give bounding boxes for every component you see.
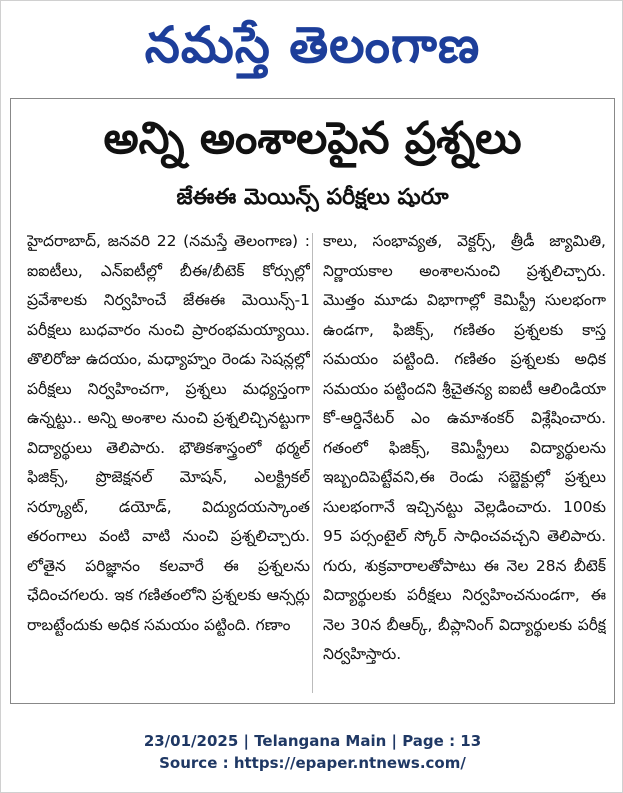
edition-info: 23/01/2025 | Telangana Main | Page : 13 — [143, 732, 482, 750]
column-divider — [312, 233, 313, 693]
article-column-right: కాలు, సంభావ్యత, వెక్టర్స్, త్రీడీ జ్యామితి, నిర్ణాయకాల అంశాలనుంచి ప్రశ్నలిచ్చారు. మొత్తం మూడు విభాగాల్లో కెమిస్ట్రీ సులభంగా ఉండగా, ఫిజిక్స్, గణితం ప్రశ్నలకు కాస్త సమయం పట్టింది. గణితం ప్రశ్నలకు అధిక సమయం పట్టిందని శ్రీచైతన్య ఐఐటీ ఆలిండియా కో-ఆర్డినేటర్ ఎం ఉమాశంకర్ విశ్లేషించారు. గతంలో ఫిజిక్స్, కెమిస్ట్రీలు విద్యార్థులను ఇబ్బందిపెట్టేవని,ఈ రెండు సబ్జెక్టుల్లో ప్రశ్నలు సులభంగానే ఇచ్చినట్టు వెల్లడించారు. 100కు 95 పర్సంటైల్ స్కోర్ సాధించవచ్చని తెలిపారు. గురు, శుక్రవారాలతోపాటు ఈ నెల 28న బీటెక్ విద్యార్థులకు పరీక్షలు నిర్వహించనుండగా, ఈ నెల 30న బీఆర్క్, బీప్లానింగ్ విద్యార్థులకు పరీక్ష నిర్వహిస్తారు. — [323, 232, 606, 663]
masthead-title: నమస్తే తెలంగాణ — [144, 16, 481, 74]
article-subheadline: జేఈఈ మెయిన్స్ పరీక్షలు షురూ — [176, 185, 449, 210]
article-headline: అన్ని అంశాలపైన ప్రశ్నలు — [103, 113, 522, 164]
source-link[interactable]: Source : https://epaper.ntnews.com/ — [159, 754, 466, 772]
article-column-left: హైదరాబాద్, జనవరి 22 (నమస్తే తెలంగాణ) : ఐఐటీలు, ఎన్ఐటీల్లో బీఈ/బీటెక్ కోర్సుల్లో ప్రవేశాలకు నిర్వహించే జేఈఈ మెయిన్స్-1 పరీక్షలు బుధవారం నుంచి ప్రారంభమయ్యాయి. తొలిరోజు ఉదయం, మధ్యాహ్నం రెండు సెషన్లల్లో పరీక్షలు నిర్వహించగా, ప్రశ్నలు మధ్యస్తంగా ఉన్నట్టు.. అన్ని అంశాల నుంచి ప్రశ్నలిచ్చినట్టుగా విద్యార్థులు తెలిపారు. భౌతికశాస్త్రంలో థర్మల్ ఫిజిక్స్, ప్రొజెక్షనల్ మోషన్, ఎలక్ట్రికల్ సర్క్యూట్, డయోడ్, విద్యుదయస్కాంత తరంగాలు వంటి వాటి నుంచి ప్రశ్నలిచ్చారు. లోతైన పరిజ్ఞానం కలవారే ఈ ప్రశ్నలను ఛేదించగలరు. ఇక గణితంలోని ప్రశ్నలకు ఆన్సర్లు రాబట్టేందుకు అధిక సమయం పట్టింది. గణాం — [27, 232, 310, 634]
